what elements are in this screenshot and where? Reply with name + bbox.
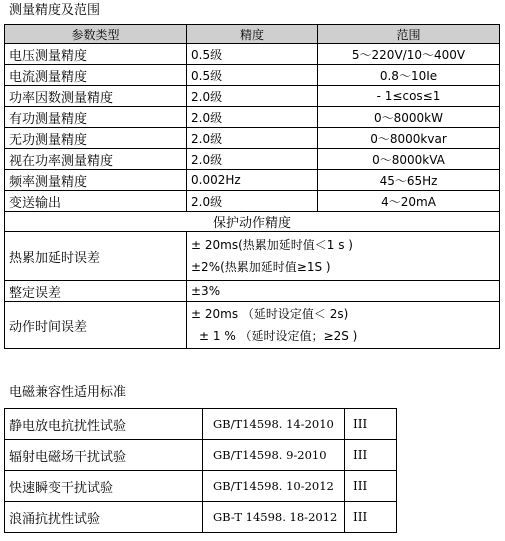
protection-line: ± 20ms(热累加延时值＜1 s )	[191, 238, 353, 252]
param-name: 电压测量精度	[5, 44, 187, 65]
table-row	[5, 471, 397, 502]
table-row	[5, 128, 500, 149]
protection-section-row	[5, 212, 500, 232]
param-range: - 1≤cos≤1	[318, 86, 500, 107]
param-name: 无功测量精度	[5, 128, 187, 149]
param-name: 频率测量精度	[5, 170, 187, 191]
test-standard: GB/T14598. 10-2012	[203, 471, 345, 502]
table-row	[5, 409, 397, 440]
test-name: 快速瞬变干扰试验	[5, 471, 203, 502]
param-name: 功率因数测量精度	[5, 86, 187, 107]
test-name: 辐射电磁场干扰试验	[5, 440, 203, 471]
test-standard: GB-T 14598. 18-2012	[203, 502, 345, 533]
table-row	[5, 232, 500, 281]
param-range: 0～8000kW	[318, 107, 500, 128]
table-row	[5, 440, 397, 471]
measurement-accuracy-table	[4, 24, 500, 349]
table-row	[5, 502, 397, 533]
param-accuracy: 2.0级	[187, 107, 318, 128]
test-standard: GB/T14598. 14-2010	[203, 409, 345, 440]
table-row	[5, 65, 500, 86]
table-row	[5, 44, 500, 65]
header-range: 范围	[318, 25, 500, 44]
table-row	[5, 149, 500, 170]
param-accuracy: 2.0级	[187, 86, 318, 107]
protection-section-header: 保护动作精度	[5, 212, 500, 232]
param-accuracy: 0.5级	[187, 65, 318, 86]
table-row	[5, 107, 500, 128]
param-range: 5～220V/10～400V	[318, 44, 500, 65]
test-level: III	[345, 502, 397, 533]
param-name: 有功测量精度	[5, 107, 187, 128]
protection-name: 热累加延时误差	[5, 232, 187, 281]
test-level: III	[345, 440, 397, 471]
section-title-emc: 电磁兼容性适用标准	[9, 385, 127, 400]
protection-accuracy	[187, 302, 500, 349]
emc-standards-table	[4, 408, 397, 533]
param-accuracy: 0.5级	[187, 44, 318, 65]
test-level: III	[345, 409, 397, 440]
test-level: III	[345, 471, 397, 502]
param-range: 0～8000kvar	[318, 128, 500, 149]
table-row	[5, 170, 500, 191]
param-range: 0.8～10Ie	[318, 65, 500, 86]
test-standard: GB/T14598. 9-2010	[203, 440, 345, 471]
protection-accuracy	[187, 232, 500, 281]
param-accuracy: 2.0级	[187, 191, 318, 212]
protection-name: 整定误差	[5, 281, 187, 302]
test-name: 浪涌抗扰性试验	[5, 502, 203, 533]
param-name: 视在功率测量精度	[5, 149, 187, 170]
param-range: 45～65Hz	[318, 170, 500, 191]
header-accuracy: 精度	[187, 25, 318, 44]
table-row	[5, 281, 500, 302]
table-header-row	[5, 25, 500, 44]
protection-accuracy: ±3%	[187, 281, 500, 302]
param-accuracy: 2.0级	[187, 149, 318, 170]
header-param-type: 参数类型	[5, 25, 187, 44]
param-accuracy: 2.0级	[187, 128, 318, 149]
table-row	[5, 302, 500, 349]
table-row	[5, 86, 500, 107]
table-row	[5, 191, 500, 212]
param-range: 0～8000kVA	[318, 149, 500, 170]
protection-line: ± 20ms （延时设定值＜ 2s)	[191, 307, 349, 321]
protection-line: ± 1 % （延时设定值；≥2S )	[199, 329, 358, 343]
param-range: 4～20mA	[318, 191, 500, 212]
protection-name: 动作时间误差	[5, 302, 187, 349]
param-name: 电流测量精度	[5, 65, 187, 86]
section-title-measurement: 测量精度及范围	[9, 3, 101, 18]
param-name: 变送输出	[5, 191, 187, 212]
test-name: 静电放电抗扰性试验	[5, 409, 203, 440]
param-accuracy: 0.002Hz	[187, 170, 318, 191]
protection-line: ±2%(热累加延时值≥1S )	[191, 260, 331, 274]
